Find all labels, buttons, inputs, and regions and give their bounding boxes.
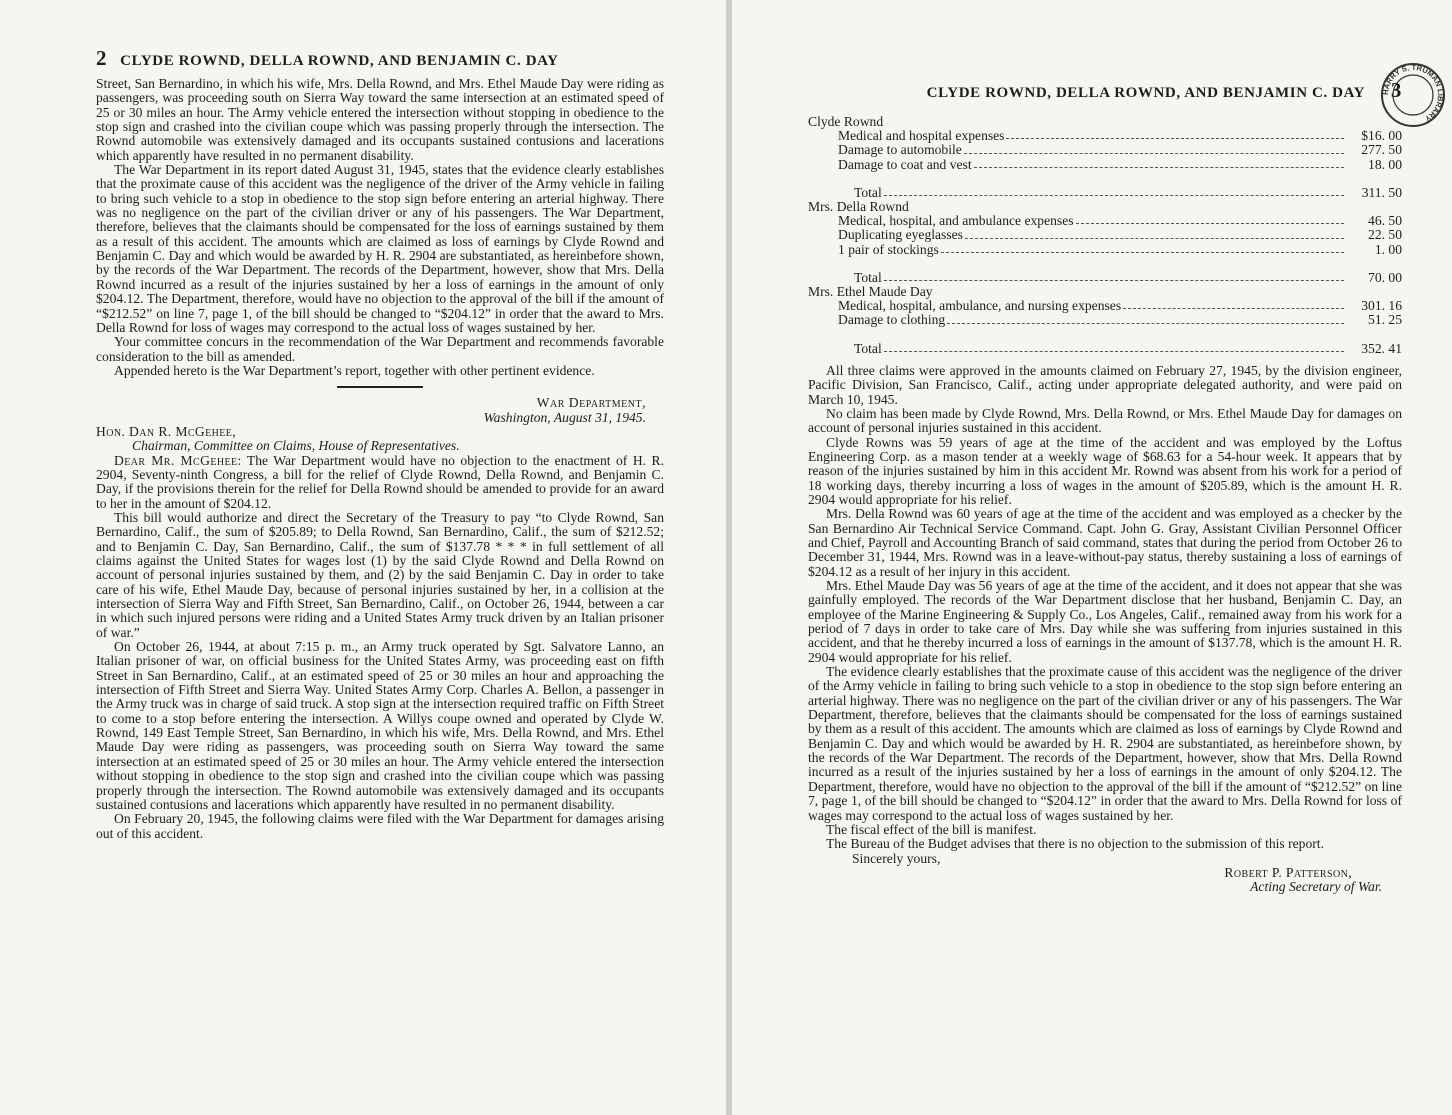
claim-item <box>808 228 1402 242</box>
letter-paragraph: On October 26, 1944, at about 7:15 p. m., an Army truck operated by Sgt. Salvatore Lanno, an Italian prisoner of war, on official business for the United States Army, was proceeding east on fifth Street in San Bernardino, Calif., at an estimated speed of 25 or 30 miles an hour and approaching the intersection of Fifth Street and Sierra Way. United States Army Corp. Charles A. Bellon, a passenger in the Army truck was in charge of said truck. A stop sign at the intersection required traffic on Fifth Street to come to a stop before entering the intersection. A Willys coupe owned and operated by Clyde W. Rownd, 149 East Temple Street, San Bernardino, in which his wife, Mrs. Della Rownd, and Mrs. Ethel Maude Day were riding as passengers, was proceeding south on Sierra Way toward the same intersection at an estimated speed of 25 or 30 miles an hour. The Army vehicle entered the intersection without stopping in obedience to the stop sign and crashed into the civilian coupe which was passing properly through the intersection. The Rownd automobile was extensively damaged and its occupants sustained contusions and lacerations which apparently have resulted in no permanent disability. <box>96 639 664 812</box>
claim-block <box>808 115 1402 200</box>
claim-item-label: Duplicating eyeglasses <box>838 227 963 243</box>
right-page-column <box>808 78 1402 895</box>
claim-total-label: Total <box>854 340 882 356</box>
right-running-head <box>808 78 1402 103</box>
section-divider <box>337 386 423 388</box>
report-paragraph: Clyde Rowns was 59 years of age at the time of the accident and was employed by the Loftus Engineering Corp. as a mason tender at a weekly wage of $68.63 for a 54-hour week. It appears that by reason of the injuries sustained by him in this accident Mr. Rownd was absent from his work for a period of 18 working days, thereby incurring a loss of wages in the amount of $205.89, which is the amount H. R. 2904 would appropriate for his relief. <box>808 434 1402 507</box>
claim-total-amount: 70. 00 <box>1368 269 1402 285</box>
report-paragraph: Appended hereto is the War Department’s report, together with other pertinent evidence. <box>114 362 595 378</box>
claimant-name: Mrs. Ethel Maude Day <box>808 284 933 300</box>
claim-item <box>808 158 1402 172</box>
claim-item <box>808 214 1402 228</box>
claim-total-label: Total <box>854 269 882 285</box>
claim-item-amount: 51. 25 <box>1368 312 1402 328</box>
claim-item-label: Medical and hospital expenses <box>838 128 1005 144</box>
right-running-title: CLYDE ROWND, DELLA ROWND, AND BENJAMIN C. DAY <box>926 85 1365 101</box>
letter-paragraph: On February 20, 1945, the following claims were filed with the War Department for damages arising out of this accident. <box>96 811 664 841</box>
letter-dateline <box>96 396 646 425</box>
report-paragraph: The fiscal effect of the bill is manifest. <box>826 821 1037 837</box>
letter-place-date: Washington, August 31, 1945. <box>483 409 646 425</box>
report-paragraph: Street, San Bernardino, in which his wife, Mrs. Della Rownd, and Mrs. Ethel Maude Day were riding as passengers, was proceeding south on Sierra Way toward the same intersection at an estimated speed of 25 or 30 miles an hour. The Army vehicle entered the intersection without stopping in obedience to the stop sign and crashed into the civilian coupe which was passing properly through the intersection. The Rownd automobile was extensively damaged and its occupants sustained contusions and lacerations which apparently have resulted in no permanent disability. <box>96 76 664 163</box>
claim-total-amount: 352. 41 <box>1361 340 1402 356</box>
right-page-number: 3 <box>1390 78 1402 102</box>
signature-title: Acting Secretary of War. <box>1250 879 1382 895</box>
left-running-title: CLYDE ROWND, DELLA ROWND, AND BENJAMIN C. DAY <box>120 53 559 69</box>
claim-item-label: Damage to coat and vest <box>838 156 972 172</box>
letter-addressee-block <box>96 425 664 454</box>
claim-item <box>808 243 1402 257</box>
report-paragraph: Mrs. Ethel Maude Day was 56 years of age at the time of the accident, and it does not appear that she was gainfully employed. The records of the War Department disclose that her husband, Benjamin C. Day, an employee of the Marine Engineering & Supply Co., Los Angeles, Calif., remained away from his work for a period of 7 days in order to take care of Mrs. Day while she was suffering from injuries sustained in this accident, and that he thereby incurred a loss of earnings in the amount of $137.78, which is the amount H. R. 2904 would appropriate for his relief. <box>808 578 1402 665</box>
claim-block <box>808 200 1402 285</box>
claim-item-amount: 1. 00 <box>1374 241 1402 257</box>
claim-item-amount: 46. 50 <box>1368 213 1402 229</box>
claim-item-label: Damage to automobile <box>838 142 962 158</box>
claimant-name: Mrs. Della Rownd <box>808 199 909 215</box>
claim-item <box>808 143 1402 157</box>
left-running-head <box>96 46 664 71</box>
report-paragraph: All three claims were approved in the amounts claimed on February 27, 1945, by the division engineer, Pacific Division, San Francisco, Calif., acting under appropriate delegated authority, and were paid on March 10, 1945. <box>808 362 1402 407</box>
claim-item <box>808 299 1402 313</box>
claim-item <box>808 313 1402 327</box>
letter-paragraph: This bill would authorize and direct the Secretary of the Treasury to pay “to Clyde Rownd, San Bernardino, Calif., the sum of $205.89; to Della Rownd, San Bernardino, Calif., the sum of $212.52; and to Benjamin C. Day, San Bernardino, Calif., the sum of $137.78 * * * in full settlement of all claims against the United States for wages lost (1) by the said Clyde Rownd and Della Rownd on account of personal injuries sustained by them, and (2) by the said Benjamin C. Day in order to take care of his wife, Ethel Maude Day, because of personal injuries sustained by her, in a collision at the intersection of Sierra Way and Fifth Street, San Bernardino, Calif., on October 26, 1944, between a car in which such injured persons were riding and a United States Army truck driven by an Italian prisoner of war.” <box>96 509 664 640</box>
claim-item-label: Damage to clothing <box>838 312 946 328</box>
claim-item-amount: 18. 00 <box>1368 156 1402 172</box>
signature-block <box>808 852 1402 895</box>
report-paragraph: Your committee concurs in the recommendation of the War Department and recommends favorable consideration to the bill as amended. <box>96 334 664 364</box>
claim-total <box>808 186 1402 200</box>
report-paragraph: The evidence clearly establishes that the proximate cause of this accident was the negligence of the driver of the Army vehicle in failing to bring such vehicle to a stop in obedience to the stop sign before entering an arterial highway. There was no negligence on the part of the civilian driver or any of his passengers. The War Department, therefore, believes that the claimants should be compensated for the loss of earnings sustained by them as a result of this accident. The amounts which are claimed as loss of earnings by Clyde Rownd and Benjamin C. Day and which would be awarded by H. R. 2904 are substantiated, as hereinbefore shown, by the records of the War Department. The records of the Department, however, show that Mrs. Della Rownd incurred as a result of the injuries sustained by her a loss of earnings in the amount of only $204.12. The Department, therefore, would have no objection to the approval of the bill if the amount of “$212.52” on line 7, page 1, of the bill should be changed to “$204.12” in order that the award to Mrs. Della Rownd for loss of wages may correspond to the actual loss of wages sustained by her. <box>808 664 1402 823</box>
claim-item-amount: $16. 00 <box>1361 128 1402 144</box>
claim-item-amount: 301. 16 <box>1361 298 1402 314</box>
left-page-column <box>96 46 664 841</box>
letter-addressee-title: Chairman, Committee on Claims, House of Representatives. <box>132 438 460 454</box>
claim-total-amount: 311. 50 <box>1361 184 1402 200</box>
claim-block <box>808 285 1402 356</box>
report-paragraph: No claim has been made by Clyde Rownd, Mrs. Della Rownd, or Mrs. Ethel Maude Day for damages on account of personal injuries sustained in this accident. <box>808 405 1402 436</box>
letter-addressee: Hon. Dan R. McGehee, <box>96 423 237 439</box>
claimant-name: Clyde Rownd <box>808 114 884 129</box>
claim-item-amount: 22. 50 <box>1368 227 1402 243</box>
right-page <box>732 0 1452 1115</box>
signature-name: Robert P. Patterson, <box>1224 864 1352 880</box>
claim-item-label: 1 pair of stockings <box>838 241 939 257</box>
claim-item-amount: 277. 50 <box>1361 142 1402 158</box>
report-paragraph: Mrs. Della Rownd was 60 years of age at the time of the accident and was employed as a checker by the San Bernardino Air Technical Service Command. Capt. John G. Gray, Assistant Civilian Personnel Officer and Chief, Payroll and Accounting Branch of said command, states that during the period from October 26 to December 31, 1944, Mrs. Rownd was in a leave-without-pay status, thereby sustaining a loss of earnings of $204.12 as a result of her injury in this accident. <box>808 506 1402 579</box>
claim-total <box>808 271 1402 285</box>
claim-total-label: Total <box>854 184 882 200</box>
letter-paragraph <box>96 454 664 511</box>
report-paragraph: The Bureau of the Budget advises that there is no objection to the submission of this report. <box>826 836 1324 852</box>
letter-department: War Department, <box>536 395 646 411</box>
letter-paragraph-text: The War Department would have no objection to the enactment of H. R. 2904, Seventy-ninth Congress, a bill for the relief of Clyde Rownd, Della Rownd, and Benjamin C. Day, if the provisions therein for the relief for Della Rownd should be amended to provide for an award to her in the amount of $204.12. <box>96 452 664 511</box>
claim-item-label: Medical, hospital, ambulance, and nursing expenses <box>838 298 1122 314</box>
signature-closing: Sincerely yours, <box>852 850 941 866</box>
stamp-text: HARRY S. TRUMAN LIBRARY <box>1380 62 1446 124</box>
left-page-number: 2 <box>96 46 108 70</box>
letter-salutation: Dear Mr. McGehee: <box>114 452 242 468</box>
report-paragraph: The War Department in its report dated August 31, 1945, states that the evidence clearly establishes that the proximate cause of this accident was the negligence of the driver of the Army vehicle in failing to bring such vehicle to a stop in obedience to the stop sign before entering an arterial highway. There was no negligence on the part of the civilian driver or any of his passengers. The War Department, therefore, believes that the claimants should be compensated for the loss of earnings sustained by them as a result of this accident. The amounts which are claimed as loss of earnings by Clyde Rownd and Benjamin C. Day and which would be awarded by H. R. 2904 are substantiated, as hereinbefore shown, by the records of the War Department. The records of the Department, however, show that Mrs. Della Rownd incurred as a result of the injuries sustained by her a loss of earnings in the amount of only $204.12. The Department, therefore, would have no objection to the approval of the bill if the amount of “$212.52” on line 7, page 1, of the bill should be changed to “$204.12” in order that the award to Mrs. Della Rownd for loss of wages may correspond to the actual loss of wages sustained by her. <box>96 162 664 335</box>
claim-item <box>808 129 1402 143</box>
claim-total <box>808 342 1402 356</box>
claim-item-label: Medical, hospital, and ambulance expenses <box>838 213 1074 229</box>
